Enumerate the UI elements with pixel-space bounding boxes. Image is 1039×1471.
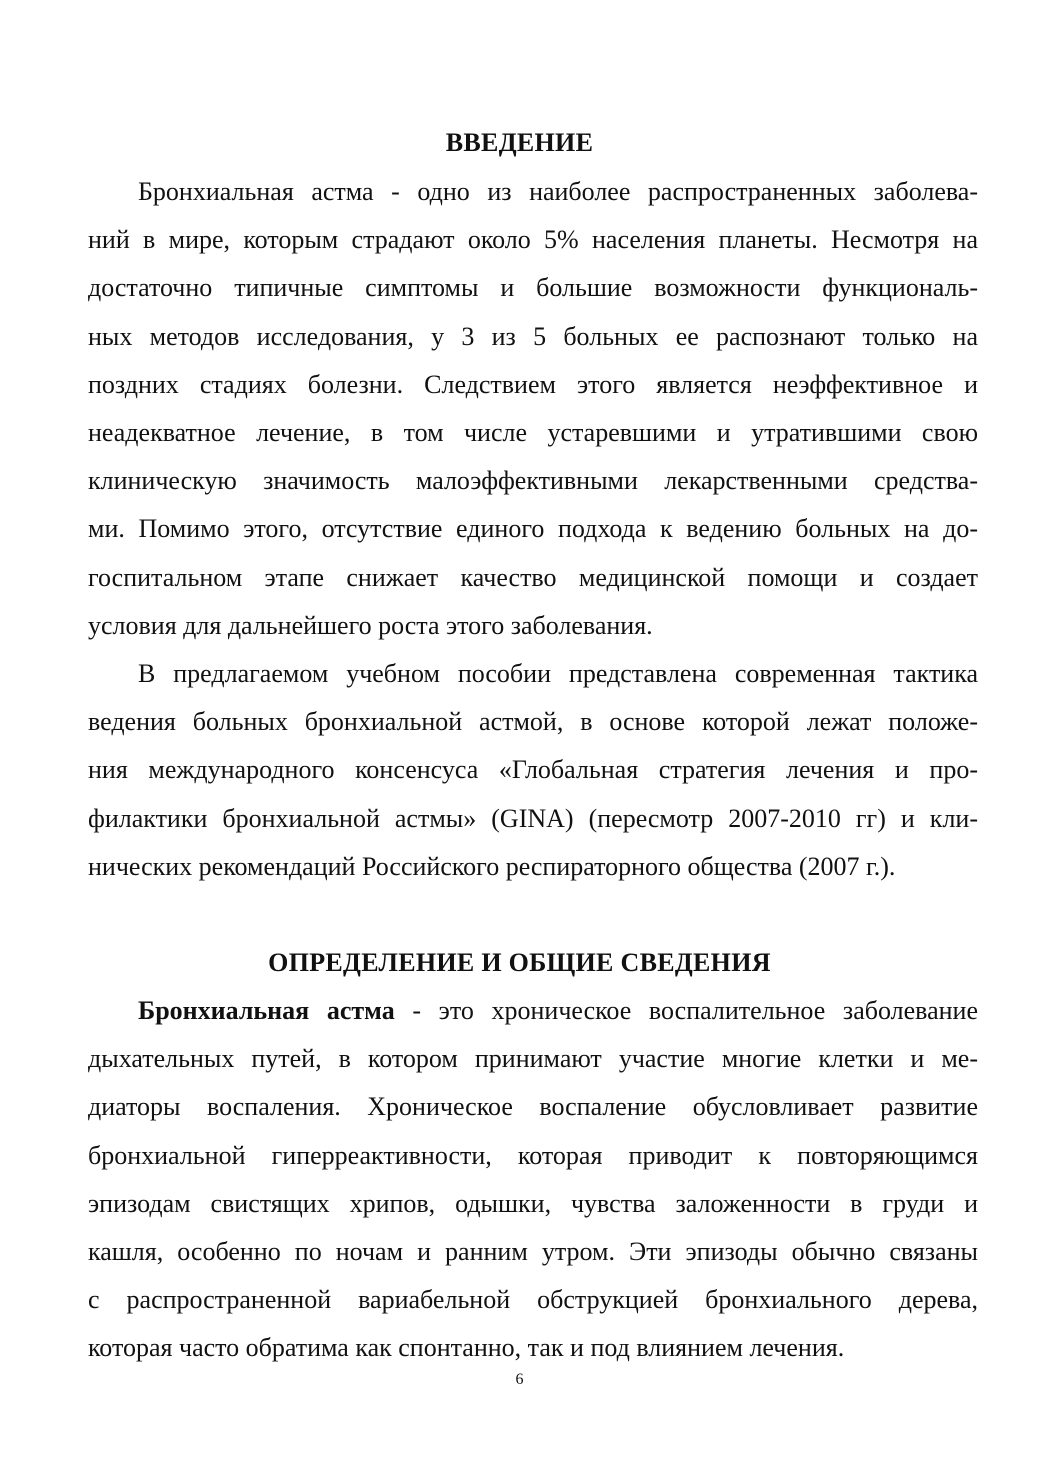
introduction-paragraph-1 — [88, 168, 978, 650]
text-line: госпитальном этапе снижает качество медицинской помощи и создает — [88, 562, 978, 592]
text-line: диаторы воспаления. Хроническое воспаление обусловливает развитие — [88, 1092, 978, 1122]
section-heading-introduction: ВВЕДЕНИЕ — [445, 128, 594, 157]
defined-term: Бронхиальная астма — [138, 996, 395, 1025]
text-line: ведения больных бронхиальной астмой, в основе которой лежат положе- — [88, 707, 978, 737]
text-line: эпизодам свистящих хрипов, одышки, чувства заложенности в груди и — [88, 1188, 978, 1218]
text-line: Бронхиальная астма - одно из наиболее распространенных заболева- — [138, 177, 978, 206]
text-line: достаточно типичные симптомы и большие возможности функциональ- — [88, 273, 978, 303]
text-line: клиническую значимость малоэффективными лекарственными средства- — [88, 466, 978, 496]
text-line: условия для дальнейшего роста этого заболевания. — [88, 610, 653, 640]
text-line: поздних стадиях болезни. Следствием этого является неэффективное и — [88, 369, 978, 399]
text-line: ния международного консенсуса «Глобальная стратегия лечения и про- — [88, 755, 978, 785]
section-heading-definition: ОПРЕДЕЛЕНИЕ И ОБЩИЕ СВЕДЕНИЯ — [268, 948, 771, 977]
text-line: бронхиальной гиперреактивности, которая приводит к повторяющимся — [88, 1140, 978, 1170]
text-line: нических рекомендаций Российского респираторного общества (2007 г.). — [88, 851, 896, 881]
definition-text: - это хроническое воспалительное заболевание — [394, 996, 978, 1025]
text-line: ных методов исследования, у 3 из 5 больных ее распознают только на — [88, 321, 978, 351]
text-line: неадекватное лечение, в том числе устаревшими и утратившими свою — [88, 418, 978, 448]
introduction-paragraph-2 — [88, 650, 978, 891]
page-number: 6 — [515, 1371, 524, 1388]
text-line: ми. Помимо этого, отсутствие единого подхода к ведению больных на до- — [88, 514, 978, 544]
text-line: филактики бронхиальной астмы» (GINA) (пересмотр 2007-2010 гг) и кли- — [88, 803, 978, 833]
text-line: ний в мире, которым страдают около 5% населения планеты. Несмотря на — [88, 225, 978, 255]
text-line: с распространенной вариабельной обструкцией бронхиального дерева, — [88, 1285, 978, 1315]
text-line: В предлагаемом учебном пособии представлена современная тактика — [138, 659, 978, 688]
text-line: кашля, особенно по ночам и ранним утром. Эти эпизоды обычно связаны — [88, 1237, 978, 1267]
text-line — [88, 987, 978, 1035]
text-line: дыхательных путей, в котором принимают участие многие клетки и ме- — [88, 1044, 978, 1074]
text-line: которая часто обратима как спонтанно, так и под влиянием лечения. — [88, 1333, 845, 1363]
definition-paragraph — [88, 987, 978, 1373]
